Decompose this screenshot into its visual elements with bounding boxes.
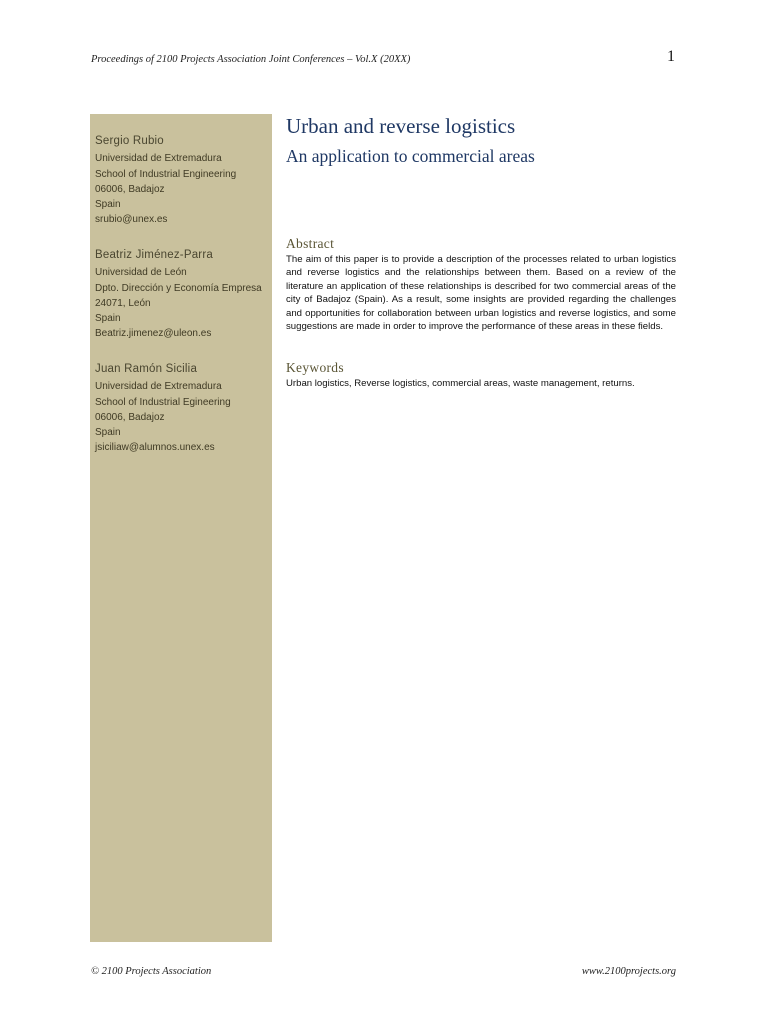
author-country: Spain <box>95 313 121 325</box>
paper-subtitle: An application to commercial areas <box>286 146 535 166</box>
author-block <box>95 134 236 228</box>
author-block <box>95 248 262 342</box>
author-country: Spain <box>95 427 121 439</box>
author-country: Spain <box>95 199 121 211</box>
author-department: School of Industrial Egineering <box>95 396 231 408</box>
keywords-heading: Keywords <box>286 360 344 375</box>
author-postal: 06006, Badajoz <box>95 411 165 423</box>
author-department: School of Industrial Engineering <box>95 168 237 180</box>
author-affiliation: Universidad de Extremadura <box>95 153 222 165</box>
author-postal: 24071, León <box>95 297 151 309</box>
copyright-footer: © 2100 Projects Association <box>91 966 212 977</box>
author-sidebar <box>90 114 272 942</box>
abstract-body: The aim of this paper is to provide a description of the processes related to urban logistics and reverse logistics and the relationships between them. Based on a review of the literature an application of these relationships is described for two commercial areas of the city of Badajoz (Spain). As a result, some insights are provided regarding the challenges and opportunities for collaboration between urban logistics and reverse logistics, and some suggestions are made in order to improve the performance of these areas in these fields. <box>286 254 676 333</box>
keywords-list: Urban logistics, Reverse logistics, commercial areas, waste management, returns. <box>286 378 635 389</box>
abstract-heading: Abstract <box>286 236 335 251</box>
author-block <box>95 362 231 456</box>
author-email[interactable]: jsiciliaw@alumnos.unex.es <box>95 442 215 454</box>
author-department: Dpto. Dirección y Economía Empresa <box>95 282 262 294</box>
page-number: 1 <box>667 48 675 65</box>
author-affiliation: Universidad de León <box>95 267 187 279</box>
author-affiliation: Universidad de Extremadura <box>95 381 222 393</box>
running-header: Proceedings of 2100 Projects Association Joint Conferences – Vol.X (20XX) <box>91 54 411 65</box>
paper-title: Urban and reverse logistics <box>286 114 516 138</box>
author-email[interactable]: Beatriz.jimenez@uleon.es <box>95 328 212 340</box>
website-link[interactable]: www.2100projects.org <box>581 966 676 977</box>
author-name: Beatriz Jiménez-Parra <box>95 249 213 261</box>
author-name: Sergio Rubio <box>95 135 164 147</box>
author-email[interactable]: srubio@unex.es <box>95 214 168 226</box>
author-name: Juan Ramón Sicilia <box>95 363 198 375</box>
author-postal: 06006, Badajoz <box>95 183 165 195</box>
